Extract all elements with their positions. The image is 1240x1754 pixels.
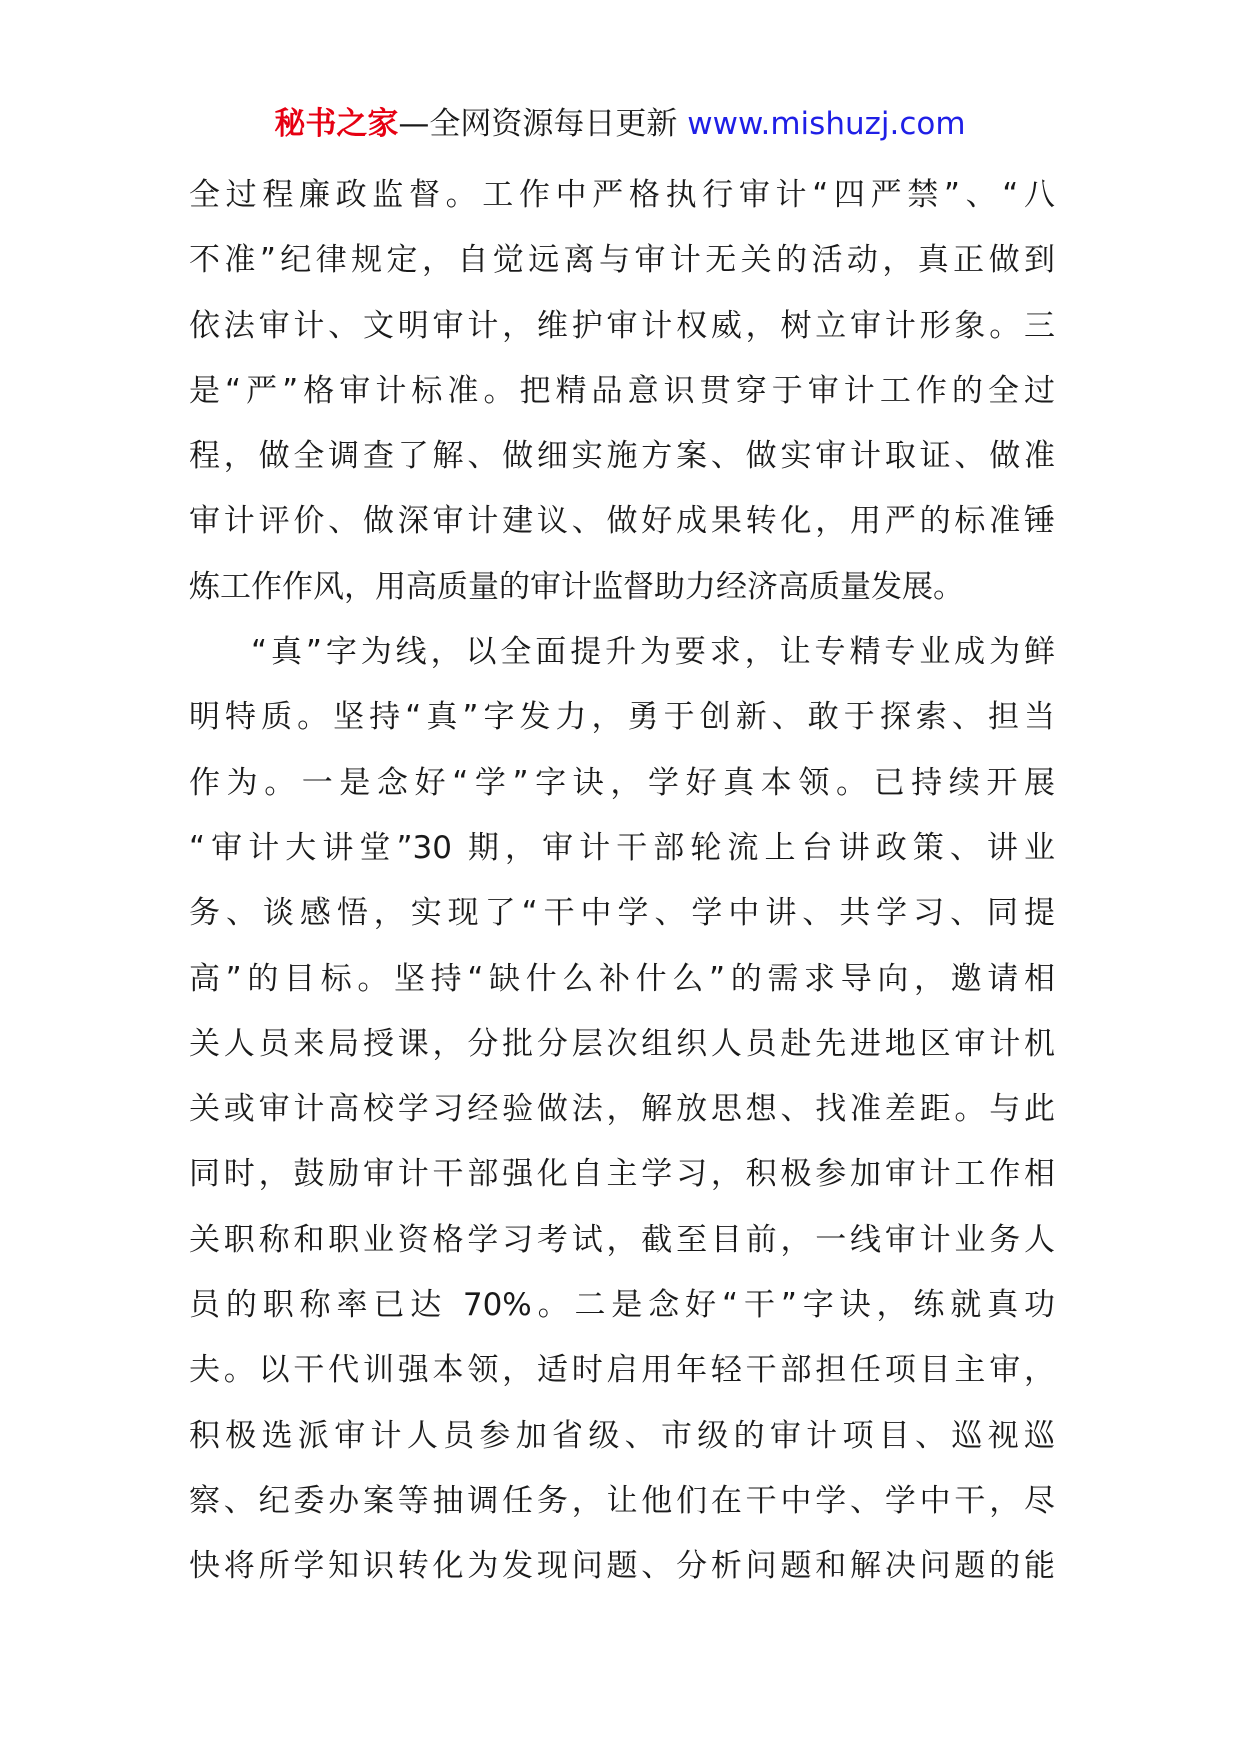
text-line: “审计大讲堂”30 期，审计干部轮流上台讲政策、讲业	[189, 829, 1055, 866]
text-line: 务、谈感悟，实现了“干中学、学中讲、共学习、同提	[189, 895, 1055, 932]
text-line: 同时，鼓励审计干部强化自主学习，积极参加审计工作相	[189, 1156, 1055, 1193]
text-line: 关职称和职业资格学习考试，截至目前，一线审计业务人	[189, 1221, 1055, 1258]
text-line: 全过程廉政监督。工作中严格执行审计“四严禁”、“八	[189, 177, 1055, 213]
text-line: 关人员来局授课，分批分层次组织人员赴先进地区审计机	[189, 1025, 1055, 1062]
text-line: 察、纪委办案等抽调任务，让他们在干中学、学中干，尽	[189, 1482, 1055, 1519]
text-line: 是“严”格审计标准。把精品意识贯穿于审计工作的全过	[189, 372, 1055, 409]
header-tagline: —全网资源每日更新	[398, 106, 688, 142]
text-line: 程，做全调查了解、做细实施方案、做实审计取证、做准	[189, 438, 1055, 475]
document-body	[189, 163, 1055, 1600]
text-line: 作为。一是念好“学”字诀，学好真本领。已持续开展	[189, 764, 1055, 801]
text-line: “真”字为线，以全面提升为要求，让专精专业成为鲜	[251, 634, 1055, 671]
text-line: 高”的目标。坚持“缺什么补什么”的需求导向，邀请相	[189, 960, 1055, 997]
text-line: 快将所学知识转化为发现问题、分析问题和解决问题的能	[189, 1548, 1055, 1585]
text-line: 夫。以干代训强本领，适时启用年轻干部担任项目主审，	[189, 1352, 1055, 1389]
text-line: 不准”纪律规定，自觉远离与审计无关的活动，真正做到	[189, 242, 1055, 279]
text-line: 依法审计、文明审计，维护审计权威，树立审计形象。三	[189, 307, 1055, 344]
site-url-link[interactable]: www.mishuzj.com	[687, 106, 966, 142]
brand-name: 秘书之家	[274, 106, 399, 142]
text-line: 积极选派审计人员参加省级、市级的审计项目、巡视巡	[189, 1417, 1055, 1454]
text-line: 明特质。坚持“真”字发力，勇于创新、敢于探索、担当	[189, 699, 1055, 736]
text-line: 审计评价、做深审计建议、做好成果转化，用严的标准锤	[189, 503, 1055, 540]
text-line: 炼工作作风，用高质量的审计监督助力经济高质量发展。	[189, 568, 964, 605]
page-header	[0, 100, 1240, 148]
text-line: 员的职称率已达 70%。二是念好“干”字诀，练就真功	[189, 1287, 1055, 1324]
paragraph-1	[189, 163, 1055, 620]
text-line: 关或审计高校学习经验做法，解放思想、找准差距。与此	[189, 1091, 1055, 1128]
paragraph-2	[189, 620, 1055, 1599]
